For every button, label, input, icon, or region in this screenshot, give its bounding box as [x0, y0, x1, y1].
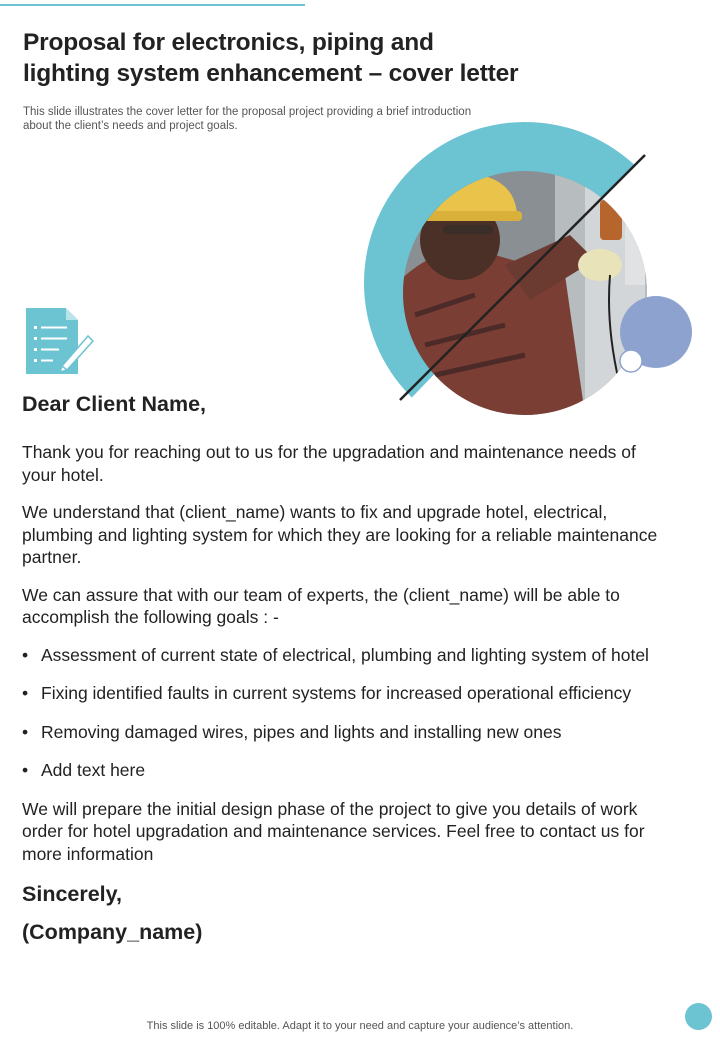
list-item [22, 682, 662, 705]
letter-closing: Sincerely, [22, 882, 122, 906]
list-item [22, 759, 662, 782]
goals-list [22, 644, 662, 782]
title-line-2: lighting system enhancement – cover letter [23, 60, 519, 87]
page-subtitle: This slide illustrates the cover letter for the proposal project providing a brief introduction about the client’s needs and project goals. [23, 106, 472, 132]
letter-greeting: Dear Client Name, [22, 392, 207, 416]
top-accent-line [0, 4, 305, 6]
letter-paragraph-3: We can assure that with our team of experts, the (client_name) will be able to accomplish the following goals : - [22, 584, 620, 627]
list-item [22, 721, 662, 744]
bullet: • [22, 760, 29, 780]
letter-paragraph-2: We understand that (client_name) wants to fix and upgrade hotel, electrical, plumbing and lighting system for which they are looking for a reliable maintenance partner. [22, 502, 658, 567]
document-pen-icon [24, 306, 96, 376]
bullet: • [22, 683, 29, 703]
cover-letter [22, 390, 662, 956]
goal-text: Assessment of current state of electrical, plumbing and lighting system of hotel [41, 644, 649, 665]
footer-note: This slide is 100% editable. Adapt it to your need and capture your audience’s attention. [146, 1020, 574, 1032]
hero-small-circle [620, 350, 642, 372]
list-item [22, 644, 662, 667]
bullet: • [22, 644, 29, 665]
goal-text: Fixing identified faults in current systems for increased operational efficiency [41, 683, 632, 703]
letter-company: (Company_name) [22, 920, 203, 944]
goal-text: Removing damaged wires, pipes and lights and installing new ones [41, 721, 562, 742]
hero-illustration [355, 115, 705, 415]
page-title [23, 27, 623, 89]
circle-dot-icon [685, 1003, 712, 1030]
goal-text: Add text here [41, 760, 146, 780]
bullet: • [22, 721, 29, 742]
letter-paragraph-4: We will prepare the initial design phase of the project to give you details of work order for hotel upgradation and maintenance services. Feel free to contact us for more information [22, 798, 645, 864]
title-line-1: Proposal for electronics, piping and [23, 29, 434, 56]
letter-paragraph-1: Thank you for reaching out to us for the upgradation and maintenance needs of your hotel. [22, 442, 636, 485]
